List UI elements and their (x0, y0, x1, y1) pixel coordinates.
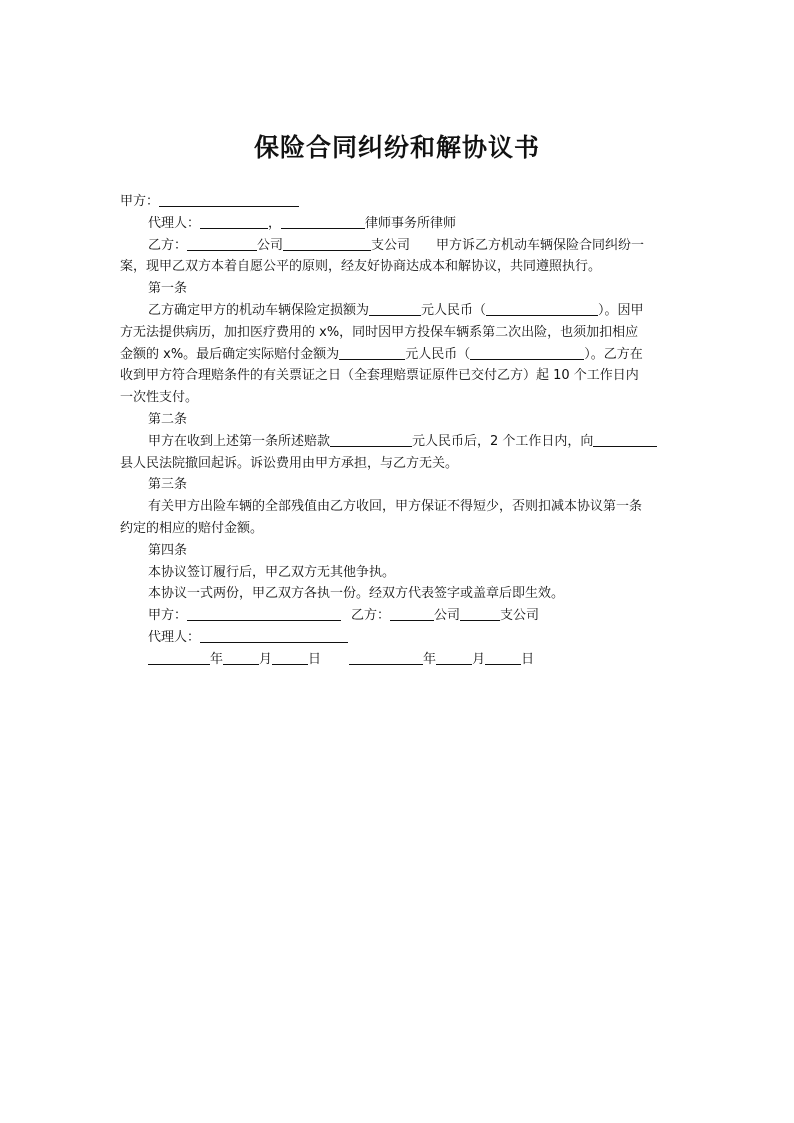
sign-company-blank (390, 607, 434, 621)
intro-line-2: 案，现甲乙双方本着自愿公平的原则，经友好协商达成本和解协议，共同遵照执行。 (120, 259, 602, 275)
article-2-line-1 (120, 431, 676, 453)
actual-amount-blank (339, 346, 405, 360)
sign-party-a-blank (187, 607, 341, 621)
assessed-amount-words-blank (486, 302, 598, 316)
party-a-blank (159, 193, 299, 207)
date-a-month-blank (223, 651, 259, 665)
date-b-month-blank (436, 651, 472, 665)
date-b-year-blank (349, 651, 423, 665)
article-3-title: 第三条 (148, 477, 188, 493)
sign-party-a-label: 甲方： (148, 608, 188, 624)
agent-comma: ， (268, 215, 282, 231)
article-4-line-1: 本协议签订履行后，甲乙双方无其他争执。 (148, 564, 396, 580)
article-2-line-2: 县人民法院撤回起诉。诉讼费用由甲方承担，与乙方无关。 (120, 455, 459, 471)
law-firm-blank (281, 215, 365, 229)
date-b-year: 年 (423, 651, 437, 667)
art1-l3-text-a: 金额的 x%。最后确定实际赔付金额为 (120, 346, 340, 362)
article-4-title: 第四条 (148, 542, 188, 558)
date-b-month: 月 (472, 651, 486, 667)
sign-party-b-label: 乙方： (351, 608, 391, 624)
law-firm-suffix: 律师事务所律师 (365, 215, 457, 231)
article-1-line-3 (120, 344, 676, 366)
branch-company-text: 支公司 (371, 237, 411, 253)
art1-text-a: 乙方确定甲方的机动车辆保险定损额为 (148, 302, 370, 318)
article-4-line-2: 本协议一式两份，甲乙双方各执一份。经双方代表签字或盖章后即生效。 (148, 586, 565, 602)
article-2-title: 第二条 (148, 411, 188, 427)
date-a-day: 日 (308, 651, 322, 667)
article-1-title: 第一条 (148, 281, 188, 297)
party-b-label: 乙方： (148, 237, 188, 253)
sign-branch-blank (460, 607, 500, 621)
art1-l3-text-b: 元人民币（ (405, 346, 471, 362)
document-title: 保险合同纠纷和解协议书 (253, 133, 540, 162)
intro-text-1: 甲方诉乙方机动车辆保险合同纠纷一 (436, 237, 645, 253)
sign-agent-blank (200, 629, 348, 643)
date-line (120, 649, 676, 671)
article-1-line-1 (120, 300, 676, 322)
sign-agent-line (120, 627, 676, 649)
agent-line (120, 213, 676, 235)
agent-name-blank (200, 215, 268, 229)
date-a-year-blank (148, 651, 210, 665)
signature-line (120, 605, 676, 627)
article-1-line-2: 方无法提供病历，加扣医疗费用的 x%，同时因甲方投保车辆系第二次出险，也须加扣相应 (120, 324, 639, 340)
assessed-amount-blank (369, 302, 421, 316)
county-blank (593, 433, 657, 447)
art1-l3-text-c: ）。乙方在 (584, 346, 643, 362)
art1-text-c: ）。因甲 (598, 302, 644, 318)
date-a-year: 年 (210, 651, 224, 667)
article-3-line-2: 约定的相应的赔付金额。 (120, 520, 264, 536)
date-b-day-blank (485, 651, 521, 665)
party-b-line (120, 235, 676, 257)
party-a-label: 甲方： (120, 194, 160, 209)
art2-text-b: 元人民币后，2 个工作日内，向 (412, 433, 594, 449)
sign-agent-label: 代理人： (148, 629, 201, 645)
party-b-company-blank (187, 237, 257, 251)
company-text: 公司 (257, 237, 284, 253)
article-3-line-1: 有关甲方出险车辆的全部残值由乙方收回，甲方保证不得短少，否则扣减本协议第一条 (148, 499, 643, 515)
art2-text-a: 甲方在收到上述第一条所述赔款 (148, 433, 331, 449)
document-body (120, 191, 676, 671)
actual-amount-words-blank (470, 346, 584, 360)
date-b-day: 日 (521, 651, 535, 667)
sign-branch-text: 支公司 (500, 608, 540, 624)
date-a-day-blank (272, 651, 308, 665)
compensation-blank (330, 433, 412, 447)
agent-label: 代理人： (148, 215, 201, 231)
art1-text-b: 元人民币（ (421, 302, 487, 318)
sign-company-text: 公司 (434, 608, 461, 624)
party-b-branch-blank (283, 237, 371, 251)
article-1-line-4: 收到甲方符合理赔条件的有关票证之日（全套理赔票证原件已交付乙方）起 10 个工作日内 (120, 368, 639, 384)
date-a-month: 月 (259, 651, 273, 667)
article-1-line-5: 一次性支付。 (120, 390, 199, 406)
party-a-line (120, 191, 676, 213)
